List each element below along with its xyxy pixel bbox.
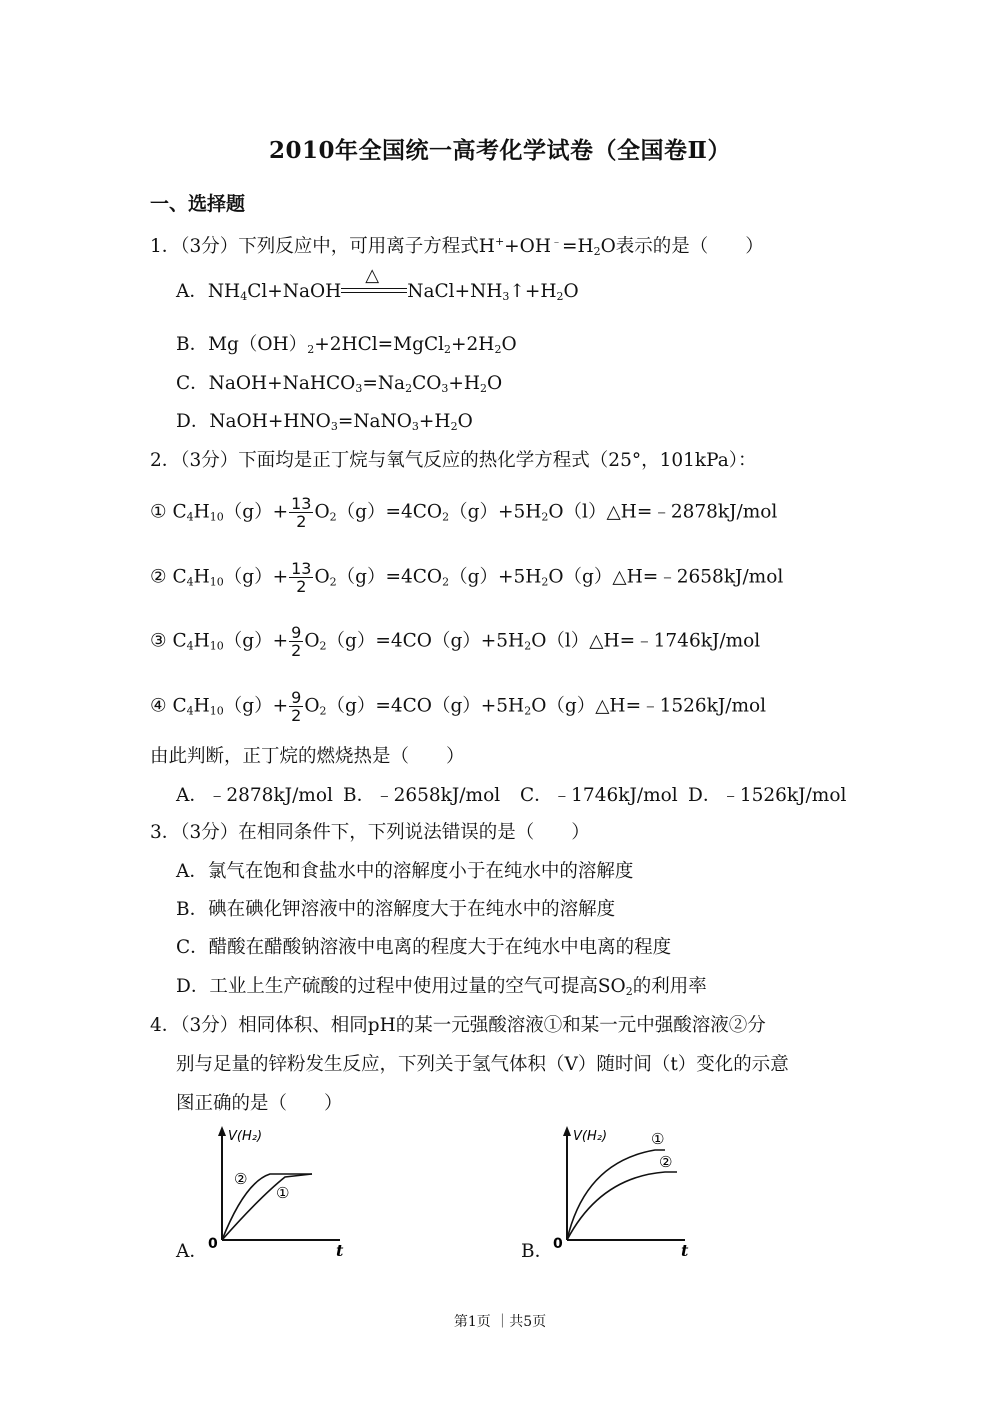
question-1-option-b: B．$Mg(OH)_2+2HCl=MgCl_2+2H_2O$: [176, 334, 517, 356]
graph-a-curve-1-label: ①: [276, 1184, 290, 1202]
graph-a-x-label: t: [336, 1241, 344, 1260]
graph-b: [545, 1122, 705, 1262]
page-footer: 第1页 ｜共5页: [453, 1314, 547, 1330]
question-2-stem: 2．（3分）下面均是正丁烷与氧气反应的热化学方程式（25°，101kPa）：: [150, 450, 757, 471]
question-1-stem: 1．（3分）下列反应中，可用离子方程式$H^++OH^﹣=H_2O$表示的是（ ）: [150, 235, 764, 258]
question-2-option-d: D．﹣1526kJ/mol: [688, 785, 847, 806]
graph-b-y-arrow: [563, 1126, 571, 1136]
question-2-option-b: B．﹣2658kJ/mol: [343, 785, 501, 806]
graph-b-x-label: t: [681, 1241, 689, 1260]
graph-a: [200, 1122, 360, 1262]
graph-a-label: A．: [176, 1241, 208, 1262]
question-3-option-b: B．碘在碘化钾溶液中的溶解度大于在纯水中的溶解度: [176, 899, 616, 920]
question-1-option-d: D．$NaOH+HNO_3=NaNO_3+H_2O$: [176, 411, 473, 433]
question-3-option-d: D．工业上生产硫酸的过程中使用过量的空气可提高$SO_2$的利用率: [176, 976, 707, 998]
equation-4: ④ $C_4H_{10}(g)+$ $\frac{9}{2}$ $O_2(g)=4CO(g)+5H_2O(g)\triangle H=﹣1526kJ$/mol: [150, 688, 767, 725]
graph-b-curve-1-label: ①: [651, 1130, 665, 1148]
graph-b-y-label: V(H₂): [573, 1129, 608, 1144]
equation-3: ③ $C_4H_{10}(g)+$ $\frac{9}{2}$ $O_2(g)=4CO(g)+5H_2O(l)\triangle H=﹣1746kJ$/mol: [150, 623, 761, 660]
page-title: 2010年全国统一高考化学试卷（全国卷Ⅱ）: [269, 137, 731, 164]
graph-b-curve-1: [567, 1150, 665, 1240]
graph-a-y-label: V(H₂): [228, 1129, 263, 1144]
question-1-option-a: A．$NH_4Cl+NaOH$ △ $NaCl+NH_3↑+H_2O$: [176, 265, 579, 303]
graph-b-curve-2: [567, 1172, 677, 1240]
question-3-option-c: C．醋酸在醋酸钠溶液中电离的程度大于在纯水中电离的程度: [176, 937, 672, 958]
question-2-option-c: C．﹣1746kJ/mol: [520, 785, 678, 806]
graph-b-label: B．: [521, 1241, 554, 1262]
question-3-option-a: A．氯气在饱和食盐水中的溶解度小于在纯水中的溶解度: [176, 861, 634, 882]
question-2-prompt: 由此判断，正丁烷的燃烧热是（ ）: [150, 746, 465, 767]
question-4-line-1: 4．（3分）相同体积、相同pH的某一元强酸溶液①和某一元中强酸溶液②分: [150, 1015, 766, 1036]
question-4-line-3: 图正确的是（ ）: [176, 1093, 343, 1114]
question-4-line-2: 别与足量的锌粉发生反应，下列关于氢气体积（V）随时间（t）变化的示意: [176, 1054, 789, 1075]
question-1-option-c: C．$NaOH+NaHCO_3=Na_2CO_3+H_2O$: [176, 373, 503, 395]
heating-arrow: △: [341, 280, 407, 304]
graph-a-origin: 0: [208, 1236, 218, 1252]
question-3-stem: 3．（3分）在相同条件下，下列说法错误的是（ ）: [150, 822, 590, 843]
equation-2: ② $C_4H_{10}(g)+$ $\frac{13}{2}$ $O_2(g)=4CO_2(g)+5H_2O(g)\triangle H=﹣2658kJ$/mol: [150, 559, 784, 596]
graph-a-curve-2-label: ②: [234, 1170, 248, 1188]
graph-a-y-arrow: [218, 1126, 226, 1136]
equation-1: ① $C_4H_{10}(g)+$ $\frac{13}{2}$ $O_2(g)=4CO_2(g)+5H_2O(l)\triangle H=﹣2878kJ$/mol: [150, 494, 778, 531]
graph-b-curve-2-label: ②: [659, 1153, 673, 1171]
section-heading: 一、选择题: [150, 193, 246, 215]
graph-b-origin: 0: [553, 1236, 563, 1252]
question-2-option-a: A．﹣2878kJ/mol: [176, 785, 333, 806]
